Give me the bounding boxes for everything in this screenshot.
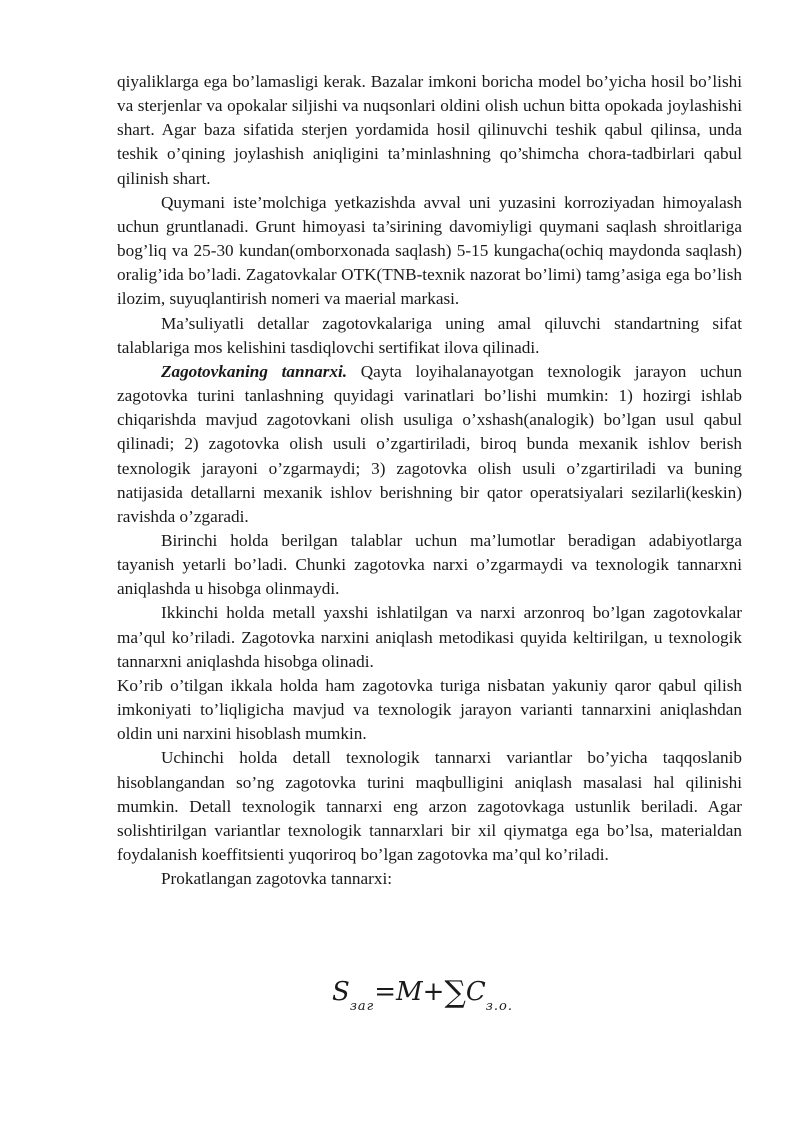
paragraph-2: Quymani iste’molchiga yetkazishda avval uni yuzasini korroziyadan himoyalash uchun gruntlanadi. Grunt himoyasi ta’sirining davomiyligi quymani saqlash shroitlariga bog’liq va 25-30 kundan(omborxonada saqlash) 5-15 kungacha(ochiq maydonda saqlash) oralig’ida bo’ladi. Zagatovkalar OTK(TNB-texnik nazorat bo’limi) tamg’asiga ega bo’lish ilozim, suyuqlantirish nomeri va maerial markasi. [117, 192, 742, 309]
formula-c: C [465, 977, 486, 1007]
paragraph-4-text: Qayta loyihalanayotgan texnologik jarayon uchun zagotovka turini tanlashning quyidagi varinatlari bo’lishi mumkin: 1) hozirgi ishlab chiqarishda mavjud zagotovkani olish usuliga o’xshash(analogik) bo’lgan usul qabul qilinadi; 2) zagotovka olish usuli o’zgartiriladi, biroq bunda mexanik ishlov berish texnologik jarayoni o’zgarmaydi; 3) zagotovka olish usuli o’zgartiriladi va buning natijasida detallarni mexanik ishlov berishning bir qator operatsiyalari sezilarli(keskin) ravishda o’zgaradi. [117, 361, 742, 526]
formula-m: M [396, 977, 423, 1007]
paragraph-4 [117, 360, 742, 529]
formula-equals: = [374, 977, 397, 1007]
paragraph-9: Prokatlangan zagotovka tannarxi: [161, 869, 392, 889]
formula-sum-sign: ∑ [444, 975, 466, 1010]
document-body [117, 70, 742, 891]
cost-formula [332, 973, 552, 1023]
paragraph-6: Ikkinchi holda metall yaxshi ishlatilgan va narxi arzonroq bo’lgan zagotovkalar ma’qul ko’riladi. Zagotovka narxini aniqlash metodikasi quyida keltirilgan, u texnologik tannarxni aniqlashda hisobga olinadi. [117, 603, 742, 671]
paragraph-3: Ma’suliyatli detallar zagotovkalariga uning amal qiluvchi standartning sifat talablariga mos kelishini tasdiqlovchi sertifikat ilova qilinadi. [117, 313, 742, 357]
formula-s-subscript: заг [349, 999, 375, 1014]
paragraph-8: Uchinchi holda detall texnologik tannarxi variantlar bo’yicha taqqoslanib hisoblangandan so’ng zagotovka turini maqbulligini aniqlash masalasi hal qilinishi mumkin. Detall texnologik tannarxi eng arzon zagotovkaga ustunlik beriladi. Agar solishtirilgan variantlar texnologik tannarxlari bir xil qiymatga ega bo’lsa, materialdan foydalanish koeffitsienti yuqoriroq bo’lgan zagotovka ma’qul ko’riladi. [117, 748, 742, 864]
paragraph-1: qiyaliklarga ega bo’lamasligi kerak. Bazalar imkoni boricha model bo’yicha hosil bo’lishi va sterjenlar va opokalar siljishi va nuqsonlari oldini olish uchun bitta opokada joylashishi shart. Agar baza sifatida sterjen yordamida hosil qilinuvchi teshik qabul qilinsa, unda teshik o’qining joylashish aniqligini ta’minlashning qo’shimcha chora-tadbirlari qabul qilinish shart. [117, 72, 742, 188]
section-heading: Zagotovkaning tannarxi. [161, 361, 348, 381]
formula-plus: + [422, 977, 445, 1007]
paragraph-5: Birinchi holda berilgan talablar uchun ma’lumotlar beradigan adabiyotlarga tayanish yetarli bo’ladi. Chunki zagotovka narxi o’zgarmaydi va texnologik tannarxni aniqlashda u hisobga olinmaydi. [117, 530, 742, 599]
formula-s: S [332, 977, 350, 1007]
formula-c-subscript: з.о. [485, 999, 513, 1014]
paragraph-7: Ko’rib o’tilgan ikkala holda ham zagotovka turiga nisbatan yakuniy qaror qabul qilish imkoniyati to’liqligicha mavjud va texnologik jarayon varianti tannarxini aniqlashdan oldin uni narxini hisoblash mumkin. [117, 675, 742, 744]
